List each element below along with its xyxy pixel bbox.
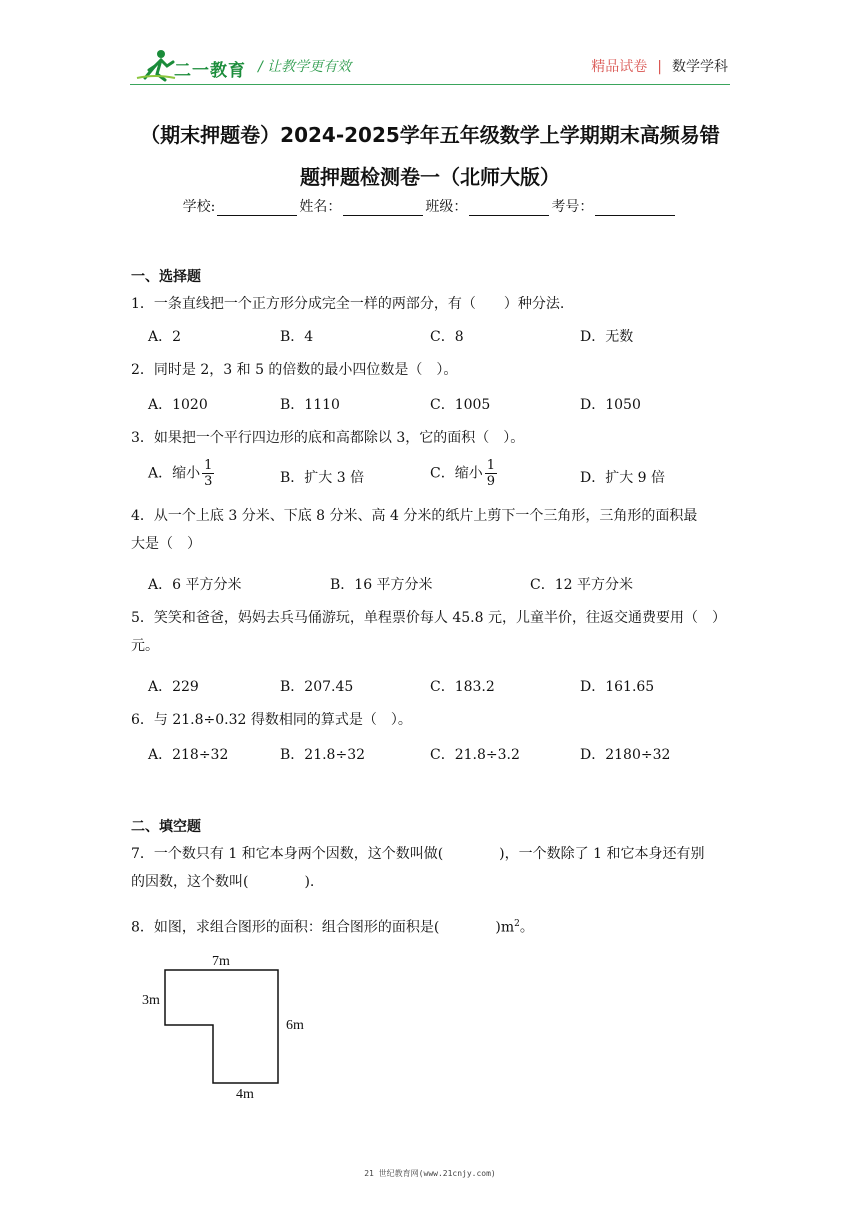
page-footer: 21 世纪教育网(www.21cnjy.com) <box>364 1169 496 1178</box>
q5-option-d: D．161.65 <box>580 679 655 695</box>
q3-c-denominator: 9 <box>486 474 495 489</box>
q1-option-a: A．2 <box>148 329 182 345</box>
question-1: 1．一条直线把一个正方形分成完全一样的两部分，有（ ）种分法. <box>131 296 565 312</box>
student-info <box>0 196 860 216</box>
q3-option-c <box>430 458 497 489</box>
question-2: 2．同时是 2，3 和 5 的倍数的最小四位数是（ ）。 <box>131 362 458 378</box>
figure-left-label: 3m <box>142 993 160 1008</box>
q3-option-a <box>148 458 214 489</box>
page-title <box>110 114 750 198</box>
class-label: 班级： <box>425 199 468 215</box>
question-5-options <box>148 676 748 706</box>
question-4-options <box>148 574 748 604</box>
q3-option-d: D．扩大 9 倍 <box>580 470 666 486</box>
q3-option-a-prefix: A．缩小 <box>148 465 201 482</box>
composite-shape-figure <box>135 948 325 1108</box>
q4-option-b: B．16 平方分米 <box>330 577 433 593</box>
premium-label: 精品试卷 <box>591 59 648 75</box>
question-2-options <box>148 394 748 424</box>
question-7 <box>131 840 731 896</box>
q3-option-c-prefix: C．缩小 <box>430 465 483 482</box>
q6-option-c: C．21.8÷3.2 <box>430 747 520 763</box>
exam-no-label: 考号： <box>551 199 594 215</box>
q5-option-c: C．183.2 <box>430 679 495 695</box>
question-5-line-2: 元。 <box>131 638 159 654</box>
section-fill-heading: 二、填空题 <box>131 819 201 835</box>
title-line-1: （期末押题卷）2024-2025学年五年级数学上学期期末高频易错 <box>140 123 720 147</box>
q1-option-d: D．无数 <box>580 329 634 345</box>
q3-a-numerator: 1 <box>204 458 213 473</box>
question-4-line-1: 4．从一个上底 3 分米、下底 8 分米、高 4 分米的纸片上剪下一个三角形，三角形的面积最 <box>131 508 698 524</box>
school-blank <box>217 201 297 216</box>
q4-option-c: C．12 平方分米 <box>530 577 633 593</box>
question-8-text: 8．如图，求组合图形的面积：组合图形的面积是( )m <box>131 919 515 936</box>
section-choice-heading: 一、选择题 <box>131 269 201 285</box>
q3-option-a-fraction <box>202 458 214 489</box>
name-blank <box>343 201 423 216</box>
question-7-line-1: 7．一个数只有 1 和它本身两个因数，这个数叫做( )，一个数除了 1 和它本身还有别 <box>131 846 705 862</box>
question-8-unit-sup: 2 <box>514 919 520 929</box>
name-label: 姓名： <box>299 199 342 215</box>
composite-shape-outline <box>165 970 278 1083</box>
q5-option-a: A．229 <box>148 679 199 695</box>
q6-option-d: D．2180÷32 <box>580 747 671 763</box>
slogan: / 让教学更有效 <box>258 59 352 75</box>
q3-c-numerator: 1 <box>486 458 495 473</box>
question-8-tail: 。 <box>519 919 534 936</box>
question-8 <box>131 910 731 942</box>
question-1-options <box>148 326 748 356</box>
figure-top-label: 7m <box>212 954 230 969</box>
question-6: 6．与 21.8÷0.32 得数相同的算式是（ ）。 <box>131 712 412 728</box>
q3-option-b: B．扩大 3 倍 <box>280 470 365 486</box>
question-6-options <box>148 744 748 774</box>
q5-option-b: B．207.45 <box>280 679 354 695</box>
q2-option-a: A．1020 <box>148 397 208 413</box>
header-divider <box>130 84 730 85</box>
class-blank <box>469 201 549 216</box>
school-label: 学校: <box>182 199 216 215</box>
question-3-options <box>148 458 748 494</box>
q1-option-b: B．4 <box>280 329 314 345</box>
q4-option-a: A．6 平方分米 <box>148 577 242 593</box>
figure-bottom-label: 4m <box>236 1087 254 1102</box>
q2-option-b: B．1110 <box>280 397 340 413</box>
title-line-2: 题押题检测卷一（北师大版） <box>300 165 560 189</box>
page-header <box>0 0 860 96</box>
header-subject <box>591 56 728 76</box>
question-4 <box>131 502 731 558</box>
q3-a-denominator: 3 <box>204 474 213 489</box>
q2-option-d: D．1050 <box>580 397 641 413</box>
q2-option-c: C．1005 <box>430 397 491 413</box>
question-4-line-2: 大是（ ） <box>131 536 201 552</box>
q3-option-c-fraction <box>485 458 497 489</box>
figure-right-label: 6m <box>286 1018 304 1033</box>
subject-label: 数学学科 <box>672 59 728 75</box>
question-7-line-2: 的因数，这个数叫( ). <box>131 874 315 890</box>
question-5-line-1: 5．笑笑和爸爸，妈妈去兵马俑游玩，单程票价每人 45.8 元，儿童半价，往返交通费要用（ ） <box>131 610 726 626</box>
header-separator: | <box>657 59 662 75</box>
logo-text: 二一教育 <box>174 61 246 81</box>
q1-option-c: C．8 <box>430 329 464 345</box>
question-3: 3．如果把一个平行四边形的底和高都除以 3，它的面积（ ）。 <box>131 430 525 446</box>
q6-option-a: A．218÷32 <box>148 747 229 763</box>
question-5 <box>131 604 731 660</box>
q6-option-b: B．21.8÷32 <box>280 747 366 763</box>
exam-no-blank <box>595 201 675 216</box>
